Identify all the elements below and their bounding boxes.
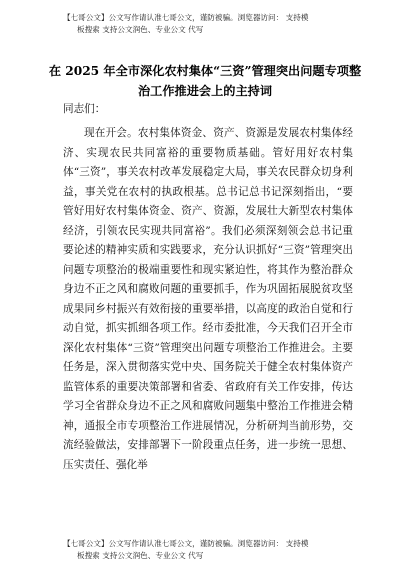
document-title-line-2: 治工作推进会上的主持词	[137, 84, 273, 98]
document-title	[40, 61, 370, 101]
footer-banner	[63, 538, 353, 562]
greeting: 同志们：	[63, 103, 106, 115]
header-banner-line-1: 【七哥公文】公文写作请认准七哥公文，谨防被骗。浏览器访问： 支持模	[63, 13, 309, 22]
header-banner	[63, 12, 353, 36]
footer-banner-line-2: 板搜索 支持公文润色、专业公文 代写	[77, 551, 204, 560]
footer-banner-line-1: 【七哥公文】公文写作请认准七哥公文，谨防被骗。浏览器访问： 支持模	[63, 539, 309, 548]
document-title-line-1: 在 2025 年全市深化农村集体“三资”管理突出问题专项整	[48, 64, 362, 78]
body-paragraph: 现在开会。农村集体资金、资产、资源是发展农村集体经济、实现农民共同富裕的重要物质基础。管好用好农村集体“三资”，事关农村改革发展稳定大局，事关农民群众切身利益，事关党在农村的执政根基。总书记总书记深刻指出，“要管好用好农村集体资金、资产、资源，发展壮大新型农村集体经济，引领农民实现共同富裕”。我们必须深刻领会总书记重要论述的精神实质和实践要求，充分认识抓好“三资”管理突出问题专项整治的极端重要性和现实紧迫性，将其作为整治群众身边不正之风和腐败问题的重要抓手，作为巩固拓展脱贫攻坚成果同乡村振兴有效衔接的重要举措，以高度的政治自觉和行动自觉，抓实抓细各项工作。经市委批准，今天我们召开全市深化农村集体“三资”管理突出问题专项整治工作推进会。主要任务是，深入贯彻落实党中央、国务院关于健全农村集体资产监管体系的重要决策部署和省委、省政府有关工作安排，传达学习全省群众身边不正之风和腐败问题集中整治工作推进会精神，通报全市专项整治工作进展情况，分析研判当前形势，交流经验做法，安排部署下一阶段重点任务，进一步统一思想、压实责任、强化举	[63, 127, 353, 471]
header-banner-line-2: 板搜索 支持公文润色、专业公文 代写	[77, 25, 204, 34]
